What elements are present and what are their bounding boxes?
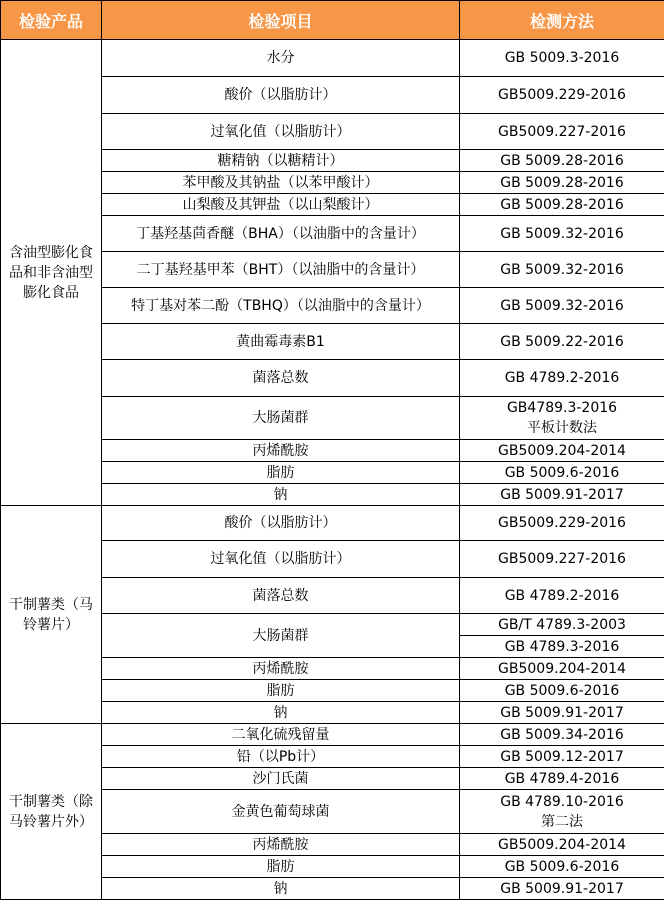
item-cell: 酸价（以脂肪计） (102, 506, 460, 541)
method-cell (460, 790, 664, 834)
method-line: GB5009.204-2014 (462, 835, 662, 855)
method-cell (460, 636, 664, 658)
method-cell (460, 324, 664, 360)
method-cell (460, 360, 664, 397)
method-line: GB 5009.91-2017 (462, 703, 662, 723)
item-cell: 酸价（以脂肪计） (102, 77, 460, 114)
method-line: GB 5009.91-2017 (462, 879, 662, 899)
method-cell (460, 440, 664, 462)
method-line: GB 5009.32-2016 (462, 224, 662, 244)
item-cell: 黄曲霉毒素B1 (102, 324, 460, 360)
item-cell: 钠 (102, 878, 460, 900)
method-cell (460, 768, 664, 790)
method-cell (460, 397, 664, 440)
method-line: GB 4789.3-2016 (462, 637, 662, 657)
method-cell (460, 746, 664, 768)
method-line: GB 5009.22-2016 (462, 332, 662, 352)
method-cell (460, 702, 664, 724)
table-row (1, 40, 664, 77)
method-line: GB 4789.2-2016 (462, 586, 662, 606)
item-cell: 过氧化值（以脂肪计） (102, 541, 460, 578)
method-line: GB 5009.12-2017 (462, 747, 662, 767)
item-cell: 二氧化硫残留量 (102, 724, 460, 746)
method-cell (460, 114, 664, 150)
method-line: GB5009.227-2016 (462, 549, 662, 569)
method-line: GB 4789.4-2016 (462, 769, 662, 789)
item-cell: 丙烯酰胺 (102, 440, 460, 462)
method-line: GB 5009.3-2016 (462, 48, 662, 68)
method-line: GB5009.204-2014 (462, 659, 662, 679)
method-cell (460, 578, 664, 614)
method-cell (460, 680, 664, 702)
method-cell (460, 288, 664, 324)
item-cell: 金黄色葡萄球菌 (102, 790, 460, 834)
method-line: GB 5009.28-2016 (462, 151, 662, 171)
method-line: GB 5009.28-2016 (462, 173, 662, 193)
header-method: 检测方法 (460, 1, 664, 40)
item-cell: 菌落总数 (102, 578, 460, 614)
method-line: GB 5009.6-2016 (462, 857, 662, 877)
method-line: GB 4789.10-2016 (462, 792, 662, 812)
item-cell: 特丁基对苯二酚（TBHQ）（以油脂中的含量计） (102, 288, 460, 324)
item-cell: 过氧化值（以脂肪计） (102, 114, 460, 150)
item-cell: 钠 (102, 484, 460, 506)
method-cell (460, 216, 664, 252)
method-line: GB/T 4789.3-2003 (462, 615, 662, 635)
method-line: GB 5009.34-2016 (462, 725, 662, 745)
item-cell: 二丁基羟基甲苯（BHT）（以油脂中的含量计） (102, 252, 460, 288)
method-line: 第二法 (462, 812, 662, 832)
item-cell: 丁基羟基茴香醚（BHA）（以油脂中的含量计） (102, 216, 460, 252)
product-cell: 干制薯类（除马铃薯片外） (1, 724, 102, 900)
method-line: GB 5009.32-2016 (462, 296, 662, 316)
method-cell (460, 541, 664, 578)
method-line: GB 5009.28-2016 (462, 195, 662, 215)
method-cell (460, 172, 664, 194)
item-cell: 糖精钠（以糖精计） (102, 150, 460, 172)
item-cell: 大肠菌群 (102, 397, 460, 440)
product-cell: 干制薯类（马铃薯片） (1, 506, 102, 724)
method-line: GB4789.3-2016 (462, 398, 662, 418)
item-cell: 苯甲酸及其钠盐（以苯甲酸计） (102, 172, 460, 194)
method-cell (460, 40, 664, 77)
method-cell (460, 77, 664, 114)
table-row (1, 506, 664, 541)
method-line: GB5009.204-2014 (462, 441, 662, 461)
product-cell: 含油型膨化食品和非含油型膨化食品 (1, 40, 102, 506)
method-line: GB 5009.32-2016 (462, 260, 662, 280)
item-cell: 铅（以Pb计） (102, 746, 460, 768)
item-cell: 大肠菌群 (102, 614, 460, 658)
method-line: GB 5009.6-2016 (462, 463, 662, 483)
method-line: GB5009.229-2016 (462, 85, 662, 105)
method-line: 平板计数法 (462, 418, 662, 438)
item-cell: 菌落总数 (102, 360, 460, 397)
item-cell: 水分 (102, 40, 460, 77)
method-line: GB5009.227-2016 (462, 122, 662, 142)
method-cell (460, 506, 664, 541)
method-cell (460, 194, 664, 216)
item-cell: 沙门氏菌 (102, 768, 460, 790)
method-line: GB 4789.2-2016 (462, 368, 662, 388)
method-cell (460, 878, 664, 900)
item-cell: 丙烯酰胺 (102, 834, 460, 856)
method-cell (460, 724, 664, 746)
method-line: GB 5009.91-2017 (462, 485, 662, 505)
header-item: 检验项目 (102, 1, 460, 40)
method-cell (460, 614, 664, 636)
header-row (1, 1, 664, 40)
method-line: GB5009.229-2016 (462, 513, 662, 533)
method-cell (460, 658, 664, 680)
item-cell: 丙烯酰胺 (102, 658, 460, 680)
method-cell (460, 462, 664, 484)
method-cell (460, 834, 664, 856)
item-cell: 山梨酸及其钾盐（以山梨酸计） (102, 194, 460, 216)
item-cell: 脂肪 (102, 462, 460, 484)
method-cell (460, 856, 664, 878)
method-cell (460, 484, 664, 506)
table-row (1, 724, 664, 746)
header-product: 检验产品 (1, 1, 102, 40)
method-cell (460, 150, 664, 172)
item-cell: 脂肪 (102, 680, 460, 702)
item-cell: 钠 (102, 702, 460, 724)
method-cell (460, 252, 664, 288)
method-line: GB 5009.6-2016 (462, 681, 662, 701)
item-cell: 脂肪 (102, 856, 460, 878)
